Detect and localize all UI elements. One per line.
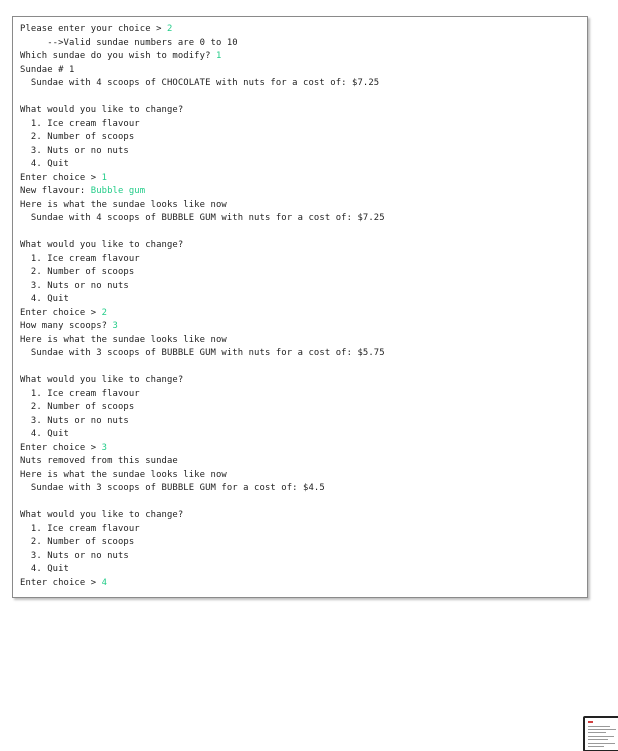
- console-line: [20, 104, 587, 118]
- console-line: [20, 226, 587, 240]
- console-user-input: 4: [101, 577, 108, 588]
- console-line: [20, 212, 587, 226]
- console-line: [20, 415, 587, 429]
- console-line: [20, 253, 587, 267]
- console-line: [20, 239, 587, 253]
- console-line: [20, 91, 587, 105]
- thumbnail-line: [588, 726, 610, 727]
- console-line: [20, 469, 587, 483]
- console-output-text: 4. Quit: [20, 294, 69, 304]
- console-line: [20, 131, 587, 145]
- console-line: [20, 401, 587, 415]
- console-output-text: How many scoops?: [20, 321, 113, 331]
- console-output-text: 1. Ice cream flavour: [20, 253, 140, 264]
- console-output-text: 1. Ice cream flavour: [20, 388, 140, 399]
- console-line: [20, 23, 587, 37]
- console-output-text: Sundae # 1: [20, 64, 75, 75]
- thumbnail-line: [588, 732, 606, 733]
- console-output-text: 2. Number of scoops: [20, 402, 135, 412]
- thumbnail-line: [588, 729, 616, 730]
- console-line: [20, 307, 587, 321]
- console-user-input: 1: [215, 51, 222, 61]
- thumbnail-line: [588, 746, 604, 747]
- console-line: [20, 77, 587, 91]
- console-output-text: Enter choice >: [20, 577, 102, 588]
- console-output-text: 3. Nuts or no nuts: [20, 415, 129, 426]
- console-line: [20, 199, 587, 213]
- console-output-text: What would you like to change?: [20, 510, 184, 520]
- console-output-text: Here is what the sundae looks like now: [20, 199, 227, 210]
- console-output-text: 2. Number of scoops: [20, 537, 135, 547]
- console-output-text: Nuts removed from this sundae: [20, 456, 178, 466]
- console-line: [20, 185, 587, 199]
- console-line: [20, 563, 587, 577]
- console-output-text: 2. Number of scoops: [20, 132, 135, 142]
- console-line: [20, 280, 587, 294]
- thumbnail-line: [588, 743, 615, 744]
- console-line: [20, 536, 587, 550]
- console-line: [20, 158, 587, 172]
- console-output-text: Sundae with 4 scoops of BUBBLE GUM with nuts for a cost of: $7.25: [20, 213, 385, 223]
- console-line: [20, 388, 587, 402]
- console-line: [20, 37, 587, 51]
- console-line: [20, 523, 587, 537]
- console-line: [20, 455, 587, 469]
- console-output-text: 4. Quit: [20, 159, 69, 169]
- console-output-text: 4. Quit: [20, 429, 69, 439]
- console-line: [20, 50, 587, 64]
- console-output-text: 3. Nuts or no nuts: [20, 145, 129, 156]
- console-output-text: Sundae with 3 scoops of BUBBLE GUM with nuts for a cost of: $5.75: [20, 348, 385, 358]
- console-line: [20, 293, 587, 307]
- console-output: [12, 16, 588, 598]
- console-output-text: -->Valid sundae numbers are 0 to 10: [20, 37, 238, 48]
- page-thumbnail-icon[interactable]: [583, 716, 618, 751]
- console-line: [20, 361, 587, 375]
- console-output-text: 1. Ice cream flavour: [20, 118, 140, 129]
- console-line: [20, 172, 587, 186]
- console-line: [20, 334, 587, 348]
- console-output-text: Enter choice >: [20, 442, 102, 453]
- console-output-text: Here is what the sundae looks like now: [20, 469, 227, 480]
- console-output-text: Sundae with 4 scoops of CHOCOLATE with nuts for a cost of: $7.25: [20, 78, 380, 88]
- console-line: [20, 118, 587, 132]
- console-output-text: 1. Ice cream flavour: [20, 523, 140, 534]
- console-output-text: 3. Nuts or no nuts: [20, 550, 129, 561]
- console-output-text: What would you like to change?: [20, 240, 184, 250]
- console-line: [20, 442, 587, 456]
- console-output-text: Sundae with 3 scoops of BUBBLE GUM for a cost of: $4.5: [20, 483, 325, 493]
- console-line: [20, 347, 587, 361]
- console-output-text: Which sundae do you wish to modify?: [20, 51, 216, 61]
- console-output-text: What would you like to change?: [20, 105, 184, 115]
- console-user-input: 2: [101, 307, 108, 318]
- console-output-text: 3. Nuts or no nuts: [20, 280, 129, 291]
- console-output-text: Enter choice >: [20, 307, 102, 318]
- console-line: [20, 482, 587, 496]
- console-line: [20, 374, 587, 388]
- console-output-text: 2. Number of scoops: [20, 267, 135, 277]
- thumbnail-line: [588, 739, 608, 740]
- console-user-input: 2: [166, 24, 173, 34]
- thumbnail-line: [588, 736, 614, 737]
- console-user-input: 1: [101, 172, 108, 183]
- console-output-text: New flavour:: [20, 186, 91, 196]
- console-user-input: 3: [101, 442, 108, 453]
- console-line: [20, 266, 587, 280]
- console-line: [20, 550, 587, 564]
- thumbnail-mark: [588, 721, 593, 723]
- console-user-input: 3: [112, 321, 118, 331]
- console-line: [20, 509, 587, 523]
- console-output-text: Please enter your choice >: [20, 24, 167, 34]
- console-output-text: 4. Quit: [20, 564, 69, 574]
- console-line: [20, 320, 587, 334]
- console-output-text: Enter choice >: [20, 172, 102, 183]
- console-line: [20, 496, 587, 510]
- console-line: [20, 428, 587, 442]
- console-user-input: Bubble gum: [90, 186, 146, 196]
- console-line: [20, 145, 587, 159]
- console-output-text: Here is what the sundae looks like now: [20, 334, 227, 345]
- console-line: [20, 577, 587, 591]
- console-output-text: What would you like to change?: [20, 375, 184, 385]
- console-line: [20, 64, 587, 78]
